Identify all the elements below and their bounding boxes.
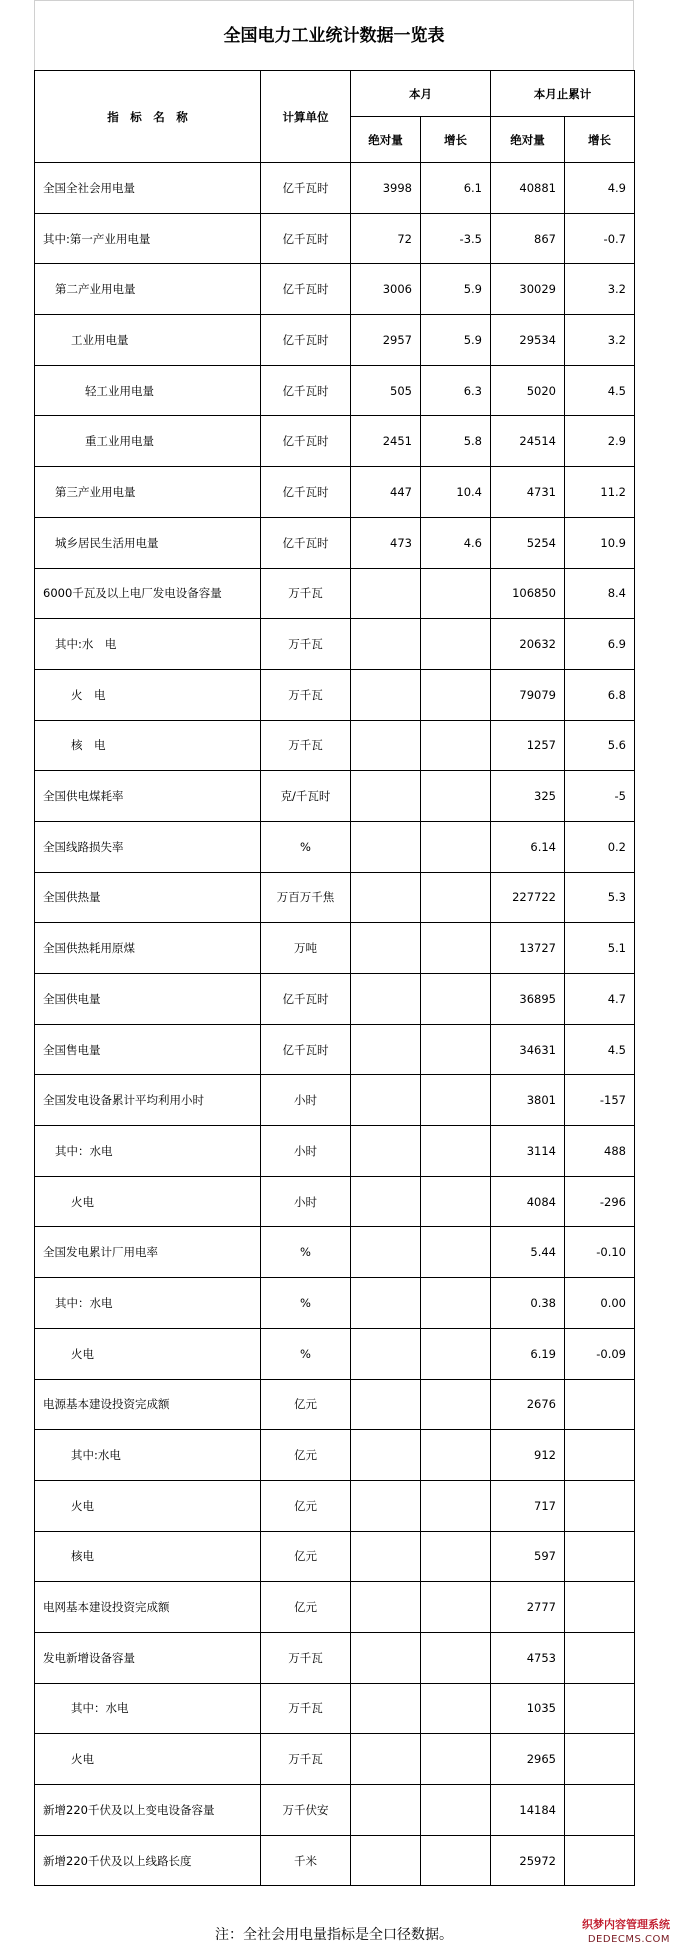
table-row xyxy=(35,1632,635,1683)
cumulative-absolute-cell: 2965 xyxy=(491,1734,565,1785)
indicator-name-cell: 全国供热耗用原煤 xyxy=(35,923,261,974)
indicator-name-cell: 火 电 xyxy=(35,669,261,720)
cumulative-growth-cell: -157 xyxy=(565,1075,635,1126)
indicator-name-cell: 核电 xyxy=(35,1531,261,1582)
indicator-name-cell: 全国供电煤耗率 xyxy=(35,771,261,822)
cumulative-growth-cell xyxy=(565,1379,635,1430)
cumulative-absolute-cell: 14184 xyxy=(491,1785,565,1836)
month-growth-cell xyxy=(421,1835,491,1886)
cumulative-absolute-cell: 79079 xyxy=(491,669,565,720)
cumulative-growth-cell: 0.00 xyxy=(565,1278,635,1329)
month-absolute-cell: 505 xyxy=(351,365,421,416)
month-growth-cell xyxy=(421,1683,491,1734)
month-growth-cell xyxy=(421,1785,491,1836)
cumulative-absolute-cell: 0.38 xyxy=(491,1278,565,1329)
month-absolute-cell xyxy=(351,1024,421,1075)
month-growth-cell xyxy=(421,1024,491,1075)
unit-cell: 亿千瓦时 xyxy=(261,213,351,264)
table-row xyxy=(35,1531,635,1582)
table-row xyxy=(35,467,635,518)
month-absolute-cell xyxy=(351,1430,421,1481)
month-absolute-cell xyxy=(351,669,421,720)
month-growth-cell xyxy=(421,619,491,670)
month-absolute-cell: 447 xyxy=(351,467,421,518)
month-growth-cell xyxy=(421,1480,491,1531)
cumulative-growth-cell: 10.9 xyxy=(565,517,635,568)
cumulative-growth-cell: 5.1 xyxy=(565,923,635,974)
unit-cell: 亿元 xyxy=(261,1480,351,1531)
month-absolute-cell: 473 xyxy=(351,517,421,568)
cumulative-growth-cell: 2.9 xyxy=(565,416,635,467)
month-growth-cell xyxy=(421,771,491,822)
unit-cell: 小时 xyxy=(261,1075,351,1126)
month-growth-cell xyxy=(421,1379,491,1430)
cumulative-growth-cell: 4.7 xyxy=(565,974,635,1025)
unit-cell: 千米 xyxy=(261,1835,351,1886)
unit-cell: 亿元 xyxy=(261,1582,351,1633)
month-growth-cell xyxy=(421,1582,491,1633)
table-row xyxy=(35,1480,635,1531)
cumulative-growth-cell: 8.4 xyxy=(565,568,635,619)
table-row xyxy=(35,315,635,366)
indicator-name-cell: 其中：水电 xyxy=(35,1278,261,1329)
unit-cell: 万吨 xyxy=(261,923,351,974)
indicator-name-cell: 全国供电量 xyxy=(35,974,261,1025)
cumulative-absolute-cell: 325 xyxy=(491,771,565,822)
month-growth-cell xyxy=(421,1126,491,1177)
table-row xyxy=(35,213,635,264)
month-absolute-cell xyxy=(351,568,421,619)
cumulative-absolute-cell: 3801 xyxy=(491,1075,565,1126)
cumulative-growth-cell: 3.2 xyxy=(565,315,635,366)
cumulative-growth-cell: 3.2 xyxy=(565,264,635,315)
unit-cell: 亿千瓦时 xyxy=(261,974,351,1025)
statistics-table xyxy=(34,70,635,1886)
month-growth-cell xyxy=(421,1632,491,1683)
table-row xyxy=(35,669,635,720)
indicator-name-cell: 城乡居民生活用电量 xyxy=(35,517,261,568)
header-indicator-name: 指 标 名 称 xyxy=(35,71,261,163)
month-growth-cell xyxy=(421,1328,491,1379)
month-absolute-cell: 3006 xyxy=(351,264,421,315)
cumulative-growth-cell: -0.09 xyxy=(565,1328,635,1379)
month-absolute-cell: 2451 xyxy=(351,416,421,467)
cumulative-growth-cell xyxy=(565,1683,635,1734)
unit-cell: 亿千瓦时 xyxy=(261,264,351,315)
month-growth-cell: 5.9 xyxy=(421,315,491,366)
cumulative-absolute-cell: 6.19 xyxy=(491,1328,565,1379)
cumulative-absolute-cell: 227722 xyxy=(491,872,565,923)
month-growth-cell xyxy=(421,1176,491,1227)
month-absolute-cell xyxy=(351,1835,421,1886)
cumulative-absolute-cell: 4731 xyxy=(491,467,565,518)
unit-cell: 亿元 xyxy=(261,1531,351,1582)
unit-cell: 小时 xyxy=(261,1126,351,1177)
cumulative-absolute-cell: 1035 xyxy=(491,1683,565,1734)
indicator-name-cell: 火电 xyxy=(35,1734,261,1785)
unit-cell: 万千瓦 xyxy=(261,1734,351,1785)
unit-cell: 万千瓦 xyxy=(261,568,351,619)
unit-cell: 亿元 xyxy=(261,1379,351,1430)
cumulative-absolute-cell: 4084 xyxy=(491,1176,565,1227)
table-row xyxy=(35,974,635,1025)
table-row xyxy=(35,1024,635,1075)
indicator-name-cell: 其中:第一产业用电量 xyxy=(35,213,261,264)
unit-cell: % xyxy=(261,1227,351,1278)
table-row xyxy=(35,163,635,214)
cumulative-growth-cell: 6.9 xyxy=(565,619,635,670)
cumulative-absolute-cell: 34631 xyxy=(491,1024,565,1075)
table-row xyxy=(35,1328,635,1379)
month-growth-cell xyxy=(421,1734,491,1785)
month-growth-cell xyxy=(421,923,491,974)
table-row xyxy=(35,771,635,822)
table-row xyxy=(35,1176,635,1227)
month-absolute-cell: 72 xyxy=(351,213,421,264)
indicator-name-cell: 发电新增设备容量 xyxy=(35,1632,261,1683)
month-growth-cell xyxy=(421,669,491,720)
header-month-growth: 增长 xyxy=(421,117,491,163)
cumulative-absolute-cell: 5254 xyxy=(491,517,565,568)
table-row xyxy=(35,1683,635,1734)
indicator-name-cell: 6000千瓦及以上电厂发电设备容量 xyxy=(35,568,261,619)
unit-cell: 亿元 xyxy=(261,1430,351,1481)
footnote: 注：全社会用电量指标是全口径数据。 xyxy=(215,1927,453,1943)
cumulative-absolute-cell: 597 xyxy=(491,1531,565,1582)
cumulative-absolute-cell: 13727 xyxy=(491,923,565,974)
cumulative-absolute-cell: 2777 xyxy=(491,1582,565,1633)
month-growth-cell xyxy=(421,821,491,872)
unit-cell: % xyxy=(261,821,351,872)
cumulative-absolute-cell: 5020 xyxy=(491,365,565,416)
month-absolute-cell xyxy=(351,1734,421,1785)
indicator-name-cell: 全国发电设备累计平均利用小时 xyxy=(35,1075,261,1126)
table-row xyxy=(35,1278,635,1329)
cumulative-growth-cell: -5 xyxy=(565,771,635,822)
table-row xyxy=(35,568,635,619)
cumulative-growth-cell: 11.2 xyxy=(565,467,635,518)
month-growth-cell xyxy=(421,1430,491,1481)
cumulative-absolute-cell: 6.14 xyxy=(491,821,565,872)
cumulative-absolute-cell: 2676 xyxy=(491,1379,565,1430)
month-growth-cell xyxy=(421,872,491,923)
month-growth-cell xyxy=(421,974,491,1025)
unit-cell: 万千瓦 xyxy=(261,720,351,771)
month-growth-cell: 4.6 xyxy=(421,517,491,568)
cumulative-growth-cell xyxy=(565,1430,635,1481)
table-body xyxy=(35,163,635,1886)
unit-cell: 亿千瓦时 xyxy=(261,163,351,214)
cumulative-growth-cell: 488 xyxy=(565,1126,635,1177)
month-absolute-cell xyxy=(351,1126,421,1177)
indicator-name-cell: 核 电 xyxy=(35,720,261,771)
month-absolute-cell xyxy=(351,1531,421,1582)
cumulative-absolute-cell: 867 xyxy=(491,213,565,264)
cumulative-growth-cell: 4.5 xyxy=(565,365,635,416)
indicator-name-cell: 第三产业用电量 xyxy=(35,467,261,518)
cumulative-growth-cell xyxy=(565,1531,635,1582)
unit-cell: 亿千瓦时 xyxy=(261,315,351,366)
cumulative-growth-cell: 4.9 xyxy=(565,163,635,214)
indicator-name-cell: 工业用电量 xyxy=(35,315,261,366)
indicator-name-cell: 全国供热量 xyxy=(35,872,261,923)
month-growth-cell: 5.8 xyxy=(421,416,491,467)
indicator-name-cell: 全国线路损失率 xyxy=(35,821,261,872)
month-absolute-cell xyxy=(351,872,421,923)
table-row xyxy=(35,1734,635,1785)
watermark-logo xyxy=(552,1917,670,1953)
month-growth-cell xyxy=(421,1227,491,1278)
indicator-name-cell: 重工业用电量 xyxy=(35,416,261,467)
cumulative-growth-cell xyxy=(565,1835,635,1886)
header-cumulative: 本月止累计 xyxy=(491,71,635,117)
indicator-name-cell: 其中:水电 xyxy=(35,1430,261,1481)
cumulative-growth-cell: -0.7 xyxy=(565,213,635,264)
month-growth-cell xyxy=(421,568,491,619)
month-absolute-cell xyxy=(351,1075,421,1126)
indicator-name-cell: 电网基本建设投资完成额 xyxy=(35,1582,261,1633)
table-row xyxy=(35,821,635,872)
month-absolute-cell xyxy=(351,1683,421,1734)
month-growth-cell: 5.9 xyxy=(421,264,491,315)
month-absolute-cell xyxy=(351,1227,421,1278)
table-row xyxy=(35,872,635,923)
unit-cell: 万千瓦 xyxy=(261,1683,351,1734)
cumulative-growth-cell xyxy=(565,1785,635,1836)
unit-cell: 万千瓦 xyxy=(261,1632,351,1683)
month-growth-cell: 6.1 xyxy=(421,163,491,214)
month-absolute-cell xyxy=(351,923,421,974)
unit-cell: 万千瓦 xyxy=(261,619,351,670)
month-absolute-cell: 3998 xyxy=(351,163,421,214)
unit-cell: % xyxy=(261,1278,351,1329)
month-absolute-cell xyxy=(351,1632,421,1683)
indicator-name-cell: 第二产业用电量 xyxy=(35,264,261,315)
cumulative-growth-cell: 5.3 xyxy=(565,872,635,923)
month-absolute-cell: 2957 xyxy=(351,315,421,366)
indicator-name-cell: 新增220千伏及以上变电设备容量 xyxy=(35,1785,261,1836)
indicator-name-cell: 电源基本建设投资完成额 xyxy=(35,1379,261,1430)
unit-cell: 亿千瓦时 xyxy=(261,467,351,518)
unit-cell: 小时 xyxy=(261,1176,351,1227)
cumulative-growth-cell: 0.2 xyxy=(565,821,635,872)
indicator-name-cell: 其中:水 电 xyxy=(35,619,261,670)
cumulative-absolute-cell: 3114 xyxy=(491,1126,565,1177)
table-row xyxy=(35,365,635,416)
cumulative-growth-cell: 4.5 xyxy=(565,1024,635,1075)
watermark-line1: 织梦内容管理系统 xyxy=(582,1918,670,1931)
indicator-name-cell: 全国发电累计厂用电率 xyxy=(35,1227,261,1278)
cumulative-growth-cell: 5.6 xyxy=(565,720,635,771)
indicator-name-cell: 全国全社会用电量 xyxy=(35,163,261,214)
cumulative-absolute-cell: 912 xyxy=(491,1430,565,1481)
watermark-line2: DEDECMS.COM xyxy=(587,1934,670,1945)
month-absolute-cell xyxy=(351,1278,421,1329)
month-growth-cell xyxy=(421,1075,491,1126)
cumulative-absolute-cell: 36895 xyxy=(491,974,565,1025)
table-row xyxy=(35,416,635,467)
month-growth-cell xyxy=(421,1531,491,1582)
month-absolute-cell xyxy=(351,1379,421,1430)
cumulative-growth-cell: -296 xyxy=(565,1176,635,1227)
unit-cell: 万千瓦 xyxy=(261,669,351,720)
table-row xyxy=(35,720,635,771)
cumulative-absolute-cell: 20632 xyxy=(491,619,565,670)
table-row xyxy=(35,1126,635,1177)
cumulative-absolute-cell: 717 xyxy=(491,1480,565,1531)
month-growth-cell xyxy=(421,720,491,771)
table-row xyxy=(35,264,635,315)
unit-cell: 万百万千焦 xyxy=(261,872,351,923)
table-row xyxy=(35,1430,635,1481)
month-absolute-cell xyxy=(351,1328,421,1379)
cumulative-absolute-cell: 106850 xyxy=(491,568,565,619)
month-growth-cell: 10.4 xyxy=(421,467,491,518)
cumulative-growth-cell: -0.10 xyxy=(565,1227,635,1278)
indicator-name-cell: 火电 xyxy=(35,1480,261,1531)
header-cumulative-absolute: 绝对量 xyxy=(491,117,565,163)
month-absolute-cell xyxy=(351,1785,421,1836)
indicator-name-cell: 全国售电量 xyxy=(35,1024,261,1075)
cumulative-absolute-cell: 4753 xyxy=(491,1632,565,1683)
cumulative-growth-cell: 6.8 xyxy=(565,669,635,720)
table-row xyxy=(35,1835,635,1886)
header-month-absolute: 绝对量 xyxy=(351,117,421,163)
cumulative-growth-cell xyxy=(565,1582,635,1633)
header-cumulative-growth: 增长 xyxy=(565,117,635,163)
table-row xyxy=(35,1227,635,1278)
cumulative-growth-cell xyxy=(565,1734,635,1785)
indicator-name-cell: 其中：水电 xyxy=(35,1126,261,1177)
cumulative-absolute-cell: 25972 xyxy=(491,1835,565,1886)
month-absolute-cell xyxy=(351,720,421,771)
cumulative-absolute-cell: 40881 xyxy=(491,163,565,214)
month-growth-cell: 6.3 xyxy=(421,365,491,416)
unit-cell: % xyxy=(261,1328,351,1379)
cumulative-absolute-cell: 5.44 xyxy=(491,1227,565,1278)
table-row xyxy=(35,517,635,568)
unit-cell: 克/千瓦时 xyxy=(261,771,351,822)
cumulative-absolute-cell: 30029 xyxy=(491,264,565,315)
cumulative-absolute-cell: 29534 xyxy=(491,315,565,366)
table-row xyxy=(35,1785,635,1836)
header-this-month: 本月 xyxy=(351,71,491,117)
unit-cell: 亿千瓦时 xyxy=(261,365,351,416)
month-absolute-cell xyxy=(351,974,421,1025)
table-row xyxy=(35,1379,635,1430)
page-title: 全国电力工业统计数据一览表 xyxy=(34,0,634,70)
month-growth-cell: -3.5 xyxy=(421,213,491,264)
indicator-name-cell: 新增220千伏及以上线路长度 xyxy=(35,1835,261,1886)
table-row xyxy=(35,1075,635,1126)
header-row-top xyxy=(35,71,635,117)
month-growth-cell xyxy=(421,1278,491,1329)
unit-cell: 亿千瓦时 xyxy=(261,416,351,467)
indicator-name-cell: 火电 xyxy=(35,1328,261,1379)
cumulative-absolute-cell: 1257 xyxy=(491,720,565,771)
month-absolute-cell xyxy=(351,771,421,822)
unit-cell: 亿千瓦时 xyxy=(261,517,351,568)
month-absolute-cell xyxy=(351,1480,421,1531)
indicator-name-cell: 火电 xyxy=(35,1176,261,1227)
month-absolute-cell xyxy=(351,821,421,872)
cumulative-growth-cell xyxy=(565,1632,635,1683)
indicator-name-cell: 其中：水电 xyxy=(35,1683,261,1734)
table-row xyxy=(35,923,635,974)
unit-cell: 万千伏安 xyxy=(261,1785,351,1836)
header-unit: 计算单位 xyxy=(261,71,351,163)
month-absolute-cell xyxy=(351,1582,421,1633)
month-absolute-cell xyxy=(351,1176,421,1227)
table-row xyxy=(35,619,635,670)
month-absolute-cell xyxy=(351,619,421,670)
cumulative-absolute-cell: 24514 xyxy=(491,416,565,467)
unit-cell: 亿千瓦时 xyxy=(261,1024,351,1075)
cumulative-growth-cell xyxy=(565,1480,635,1531)
indicator-name-cell: 轻工业用电量 xyxy=(35,365,261,416)
table-row xyxy=(35,1582,635,1633)
